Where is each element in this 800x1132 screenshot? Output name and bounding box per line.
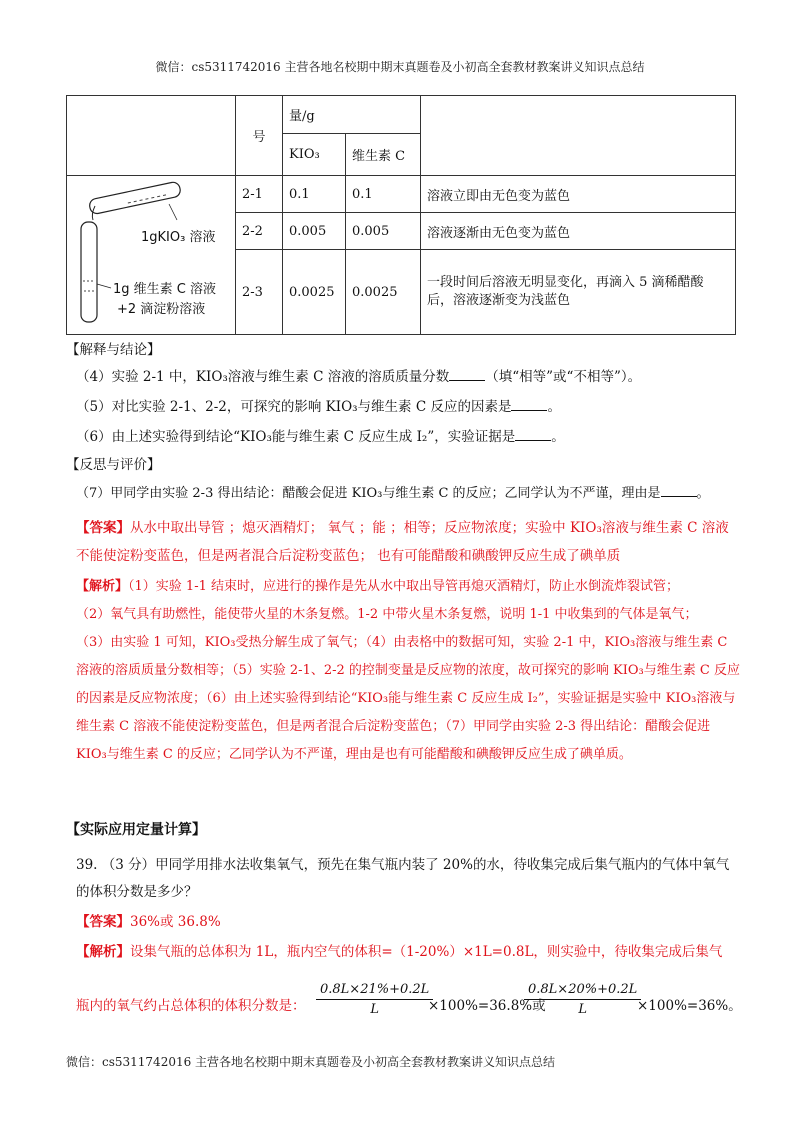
- question-5: （5）对比实验 2-1、2-2，可探究的影响 KIO₃与维生素 C 反应的因素是 。: [76, 399, 561, 415]
- answer-2: 【答案】36%或 36.8%: [76, 914, 221, 930]
- analysis-2: 【解析】设集气瓶的总体积为 1L，瓶内空气的体积=（1-20%）×1L=0.8L，则实验中，待收集完成后集气: [76, 944, 723, 960]
- fraction-1-tail: ×100%=36.8%或: [428, 998, 546, 1014]
- experiment-table: [66, 95, 736, 335]
- question-39: 39. （3 分）甲同学用排水法收集氧气，预先在集气瓶内装了 20%的水，待收集完成后集气瓶内的气体中氧气的体积分数是多少？: [76, 857, 730, 900]
- answer-blank: [511, 398, 547, 411]
- table-row: [67, 176, 736, 213]
- row-kio3: 0.0025: [283, 250, 346, 335]
- row-vc: 0.005: [346, 213, 421, 250]
- row-phenomenon: 溶液立即由无色变为蓝色: [421, 176, 736, 213]
- row-id: 2-2: [236, 213, 283, 250]
- row-vc: 0.1: [346, 176, 421, 213]
- page-header: 微信：cs5311742016 主营各地名校期中期末真题卷及小初高全套教材教案讲义知识点总结: [155, 60, 645, 74]
- row-id: 2-1: [236, 176, 283, 213]
- answer-blank: [449, 368, 485, 381]
- answer-blank: [661, 484, 697, 497]
- analysis-2-line2: 瓶内的氧气约占总体积的体积分数是：: [76, 998, 306, 1014]
- page-footer: 微信：cs5311742016 主营各地名校期中期末真题卷及小初高全套教材教案讲义知识点总结: [66, 1055, 556, 1069]
- col-header-vc: 维生素 C: [346, 134, 421, 176]
- figure-label-starch: +2 滴淀粉溶液: [117, 302, 206, 317]
- fraction-2-tail: ×100%=36%。: [637, 998, 742, 1014]
- col-header-no: 号: [236, 96, 283, 176]
- row-phenomenon: 溶液逐渐由无色变为蓝色: [421, 213, 736, 250]
- row-phenomenon: 一段时间后溶液无明显变化，再滴入 5 滴稀醋酸后，溶液逐渐变为浅蓝色: [421, 250, 736, 335]
- fraction-1: 0.8L×21%+0.2L L: [316, 982, 433, 1017]
- figure-label-vc: 1g 维生素 C 溶液: [113, 282, 216, 297]
- section-explain: 【解释与结论】: [66, 342, 161, 358]
- apparatus-figure: [67, 176, 236, 335]
- row-id: 2-3: [236, 250, 283, 335]
- answer-1: 【答案】从水中取出导管 ；熄灭酒精灯； 氧气 ；能 ；相等；反应物浓度；实验中 KIO₃溶液与维生素 C 溶液不能使淀粉变蓝色，但是两者混合后淀粉变蓝色； 也有可能醋酸和碘酸钾反应生成了碘单质: [76, 520, 729, 564]
- figure-label-kio3: 1gKIO₃ 溶液: [141, 230, 216, 245]
- analysis-line: 【解析】（1）实验 1-1 结束时，应进行的操作是先从水中取出导管再熄灭酒精灯，防止水倒流炸裂试管；: [76, 579, 679, 594]
- analysis-line: （2）氧气具有助燃性，能使带火星的木条复燃。1-2 中带火星木条复燃，说明 1-1 中收集到的气体是氧气；: [76, 607, 698, 622]
- fraction-2: 0.8L×20%+0.2L L: [524, 982, 641, 1017]
- col-header-amount: 量/g: [283, 96, 421, 134]
- question-4: （4）实验 2-1 中，KIO₃溶液与维生素 C 溶液的溶质质量分数 （填“相等”或“不相等”）。: [76, 369, 642, 385]
- col-header-phenomenon: [421, 96, 736, 176]
- analysis-line: （3）由实验 1 可知，KIO₃受热分解生成了氧气；（4）由表格中的数据可知，实验 2-1 中，KIO₃溶液与维生素 C 溶液的溶质质量分数相等；（5）实验 2-1、2-2 的控制变量是反应物的浓度，故可探究的影响 KIO₃与维生素 C 反应的因素是反应物浓度；（6）由上述实验得到结论“KIO₃能与维生素 C 反应生成 I₂”，实验证据是实验中 KIO₃溶液与维生素 C 溶液不能使淀粉变蓝色，但是两者混合后淀粉变蓝色；（7）甲同学由实验 2-3 得出结论：醋酸会促进 KIO₃与维生素 C 的反应；乙同学认为不严谨，理由是也有可能醋酸和碘酸钾反应生成了碘单质。: [76, 635, 740, 762]
- row-kio3: 0.1: [283, 176, 346, 213]
- answer-blank: [515, 428, 551, 441]
- section-calc: 【实际应用定量计算】: [66, 822, 206, 838]
- section-reflect: 【反思与评价】: [66, 457, 161, 473]
- question-7: （7）甲同学由实验 2-3 得出结论：醋酸会促进 KIO₃与维生素 C 的反应；乙同学认为不严谨，理由是 。: [76, 486, 710, 501]
- row-kio3: 0.005: [283, 213, 346, 250]
- analysis-1: [76, 573, 741, 769]
- row-vc: 0.0025: [346, 250, 421, 335]
- figure-header-cell: [67, 96, 236, 176]
- col-header-kio3: KIO₃: [283, 134, 346, 176]
- question-6: （6）由上述实验得到结论“KIO₃能与维生素 C 反应生成 I₂”，实验证据是 。: [76, 429, 565, 445]
